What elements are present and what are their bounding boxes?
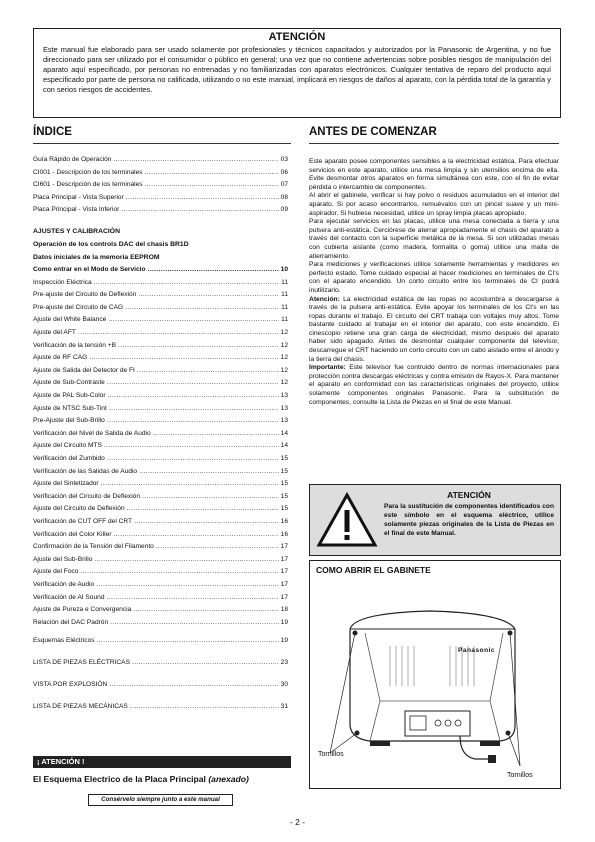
toc-leader bbox=[127, 504, 279, 514]
toc-entry[interactable] bbox=[33, 278, 288, 288]
toc-entry[interactable] bbox=[33, 479, 288, 489]
attention-title: ATENCIÓN bbox=[447, 490, 491, 500]
toc-entry-page: 08 bbox=[280, 193, 288, 201]
dac-heading: Operación de los controls DAC del chasis BR1D bbox=[33, 241, 189, 248]
keep-notice: Consérvelo siempre junto a este manual bbox=[88, 794, 233, 806]
toc-entry[interactable] bbox=[33, 404, 288, 414]
toc-entry-page: 11 bbox=[281, 316, 288, 324]
toc-entry[interactable] bbox=[33, 366, 288, 376]
toc-leader bbox=[142, 492, 279, 502]
toc-leader bbox=[125, 303, 279, 313]
brand-label: Panasonic bbox=[458, 647, 496, 654]
toc-entry[interactable] bbox=[33, 467, 288, 477]
intro-heading: ANTES DE COMENZAR bbox=[309, 126, 437, 138]
toc-entry-page: 07 bbox=[280, 181, 288, 188]
toc-entry[interactable] bbox=[33, 180, 288, 190]
toc-entry-title: Ajuste del Circuito MTS bbox=[33, 442, 102, 450]
toc-leader bbox=[108, 391, 279, 401]
toc-entry[interactable] bbox=[33, 429, 288, 439]
toc-entry-page: 06 bbox=[280, 168, 288, 176]
toc-entry-page: 13 bbox=[280, 404, 288, 412]
toc-entry-title: Pre-ajuste del Circuito de Deflexión bbox=[33, 291, 137, 299]
toc-entry-page: 11 bbox=[281, 278, 288, 286]
toc-entry-title: Relación del DAC Padrón bbox=[33, 618, 109, 626]
toc-entry[interactable] bbox=[33, 378, 288, 388]
index-heading: ÍNDICE bbox=[33, 126, 72, 138]
toc-entry-page: 17 bbox=[280, 581, 288, 588]
toc-entry[interactable] bbox=[33, 492, 288, 502]
toc-entry-page: 12 bbox=[280, 329, 288, 336]
toc-leader bbox=[94, 278, 280, 288]
toc-entry-title: Ajuste del Foco bbox=[33, 568, 79, 576]
toc-leader bbox=[139, 467, 279, 477]
toc-entry-title: Ajuste de Pureza e Convergencia bbox=[33, 606, 132, 614]
toc-entry-title: Verificación del Zumbido bbox=[33, 455, 105, 462]
toc-entry[interactable] bbox=[33, 702, 288, 712]
intro-text bbox=[309, 158, 559, 407]
toc-entry[interactable] bbox=[33, 155, 288, 165]
toc-entry-title: Ajuste del White Balance bbox=[33, 316, 107, 324]
toc-entry-title: CI601 - Descripción de los terminales bbox=[33, 181, 143, 188]
toc-leader bbox=[113, 155, 278, 165]
warning-box bbox=[33, 28, 561, 118]
toc-entry-title: Ajuste de PAL Sub-Color bbox=[33, 392, 106, 399]
toc-leader bbox=[110, 618, 279, 628]
toc-entry-title: Verificación de AI Sound bbox=[33, 593, 105, 601]
toc-entry[interactable] bbox=[33, 680, 288, 690]
toc-entry[interactable] bbox=[33, 567, 288, 577]
toc-entry[interactable] bbox=[33, 416, 288, 426]
toc-entry[interactable] bbox=[33, 593, 288, 603]
toc-entry-title: Ajuste del Sub-Brillo bbox=[33, 555, 93, 563]
toc-entry[interactable] bbox=[33, 328, 288, 338]
intro-paragraph: Para mediciones y verificaciones utilice solamente herramientas y medidores en perfecto estado. Tome cuidado especial al hacer mediciones en terminales de CI's con el aparato encendido. Un corto circuito entre los terminales de CI podrá inutilizarlo. bbox=[309, 261, 559, 294]
toc-leader bbox=[113, 530, 278, 540]
intro-divider bbox=[309, 143, 559, 144]
toc-entry-title: Pre-Ajuste del Sub-Brillo bbox=[33, 417, 105, 425]
toc-entry-page: 12 bbox=[280, 379, 288, 387]
toc-entry[interactable] bbox=[33, 193, 288, 203]
adjust-heading: AJUSTES Y CALIBRACIÓN bbox=[33, 228, 120, 235]
attention-box bbox=[309, 484, 561, 556]
toc-entry-title: Verificación de Audio bbox=[33, 581, 95, 588]
toc-entry-page: 15 bbox=[280, 467, 288, 475]
toc-entry-page: 13 bbox=[280, 392, 288, 399]
schematic-notice-title bbox=[33, 774, 249, 784]
tv-back-illustration bbox=[310, 561, 560, 788]
toc-entry[interactable] bbox=[33, 391, 288, 401]
warning-triangle-icon bbox=[316, 492, 378, 548]
toc-entry-title: Ajuste de NTSC Sub-Tint bbox=[33, 404, 107, 412]
intro-paragraph-body: Este televisor fue contruido dentro de normas internacionales para protección contra descargas eléctricas y contra emisión de Rayos-X. Para mantener el aparato en conformidad con las características originales del proyecto, utilice solamente componentes originales Panasonic. Para la substitución de componentes, consulte la Lista de Piezas en el final de este Manual. bbox=[309, 364, 559, 406]
toc-entry-page: 14 bbox=[280, 442, 288, 450]
toc-leader bbox=[153, 429, 279, 439]
toc-entry[interactable] bbox=[33, 605, 288, 615]
toc-leader bbox=[106, 593, 278, 603]
index-divider bbox=[33, 143, 291, 144]
intro-paragraph bbox=[309, 364, 559, 407]
toc-entry[interactable] bbox=[33, 205, 288, 215]
toc-entry[interactable] bbox=[33, 353, 288, 363]
toc-entry-title: Guía Rápido de Operación bbox=[33, 156, 112, 163]
toc-entry-page: 11 bbox=[281, 303, 288, 311]
intro-paragraph: Este aparato posee componentes sensibles a la electricidad estática. Para efectuar servicios en este aparato, utilice una mesa limpia y sin utensilios encima de ella. Evite desmontar otros aparatos en forma simultánea con este, con el fin de evitar pérdida o intercambio de componentes. bbox=[309, 158, 559, 191]
toc-entry-title: Verificación del Circuito de Deflexión bbox=[33, 492, 141, 500]
toc-entry[interactable] bbox=[33, 517, 288, 527]
toc-entry-page: 15 bbox=[280, 455, 288, 462]
screws-label-right: Tornillos bbox=[507, 772, 533, 779]
toc-entry-title: Esquemas Eléctricos bbox=[33, 637, 95, 644]
toc-entry[interactable] bbox=[33, 290, 288, 300]
toc-entry-page: 19 bbox=[280, 637, 288, 644]
screws-label-left: Tornillos bbox=[318, 751, 344, 758]
toc-leader bbox=[94, 555, 278, 565]
toc-leader bbox=[134, 517, 279, 527]
toc-leader bbox=[147, 265, 278, 275]
toc-entry-page: 16 bbox=[280, 530, 288, 538]
toc-entry[interactable] bbox=[33, 168, 288, 178]
warning-text: Este manual fue elaborado para ser usado solamente por profesionales y técnicos capacitados y autorizados por la Panasonic de Argentina, y no fue direccionado para ser utilizado por el consumidor o público en general; una vez que no contiene advertencias sobre posibles riesgos de manipulación del aparato aquí especificado, por personas no entrenadas y no familiarizadas con aparatos electrónicos. Cualquier tentativa de reparo del producto aquí especificado por parte de persona no calificada, utilizando o no este manual, implicará en riesgos de daños al aparato, con la pérdida total de la garantía y con serios riesgos de accidentes. bbox=[43, 45, 551, 94]
toc-entry-page: 10 bbox=[280, 266, 288, 273]
notice-bar: ¡ ATENCIÓN ! bbox=[33, 756, 291, 768]
toc-entry-page: 03 bbox=[280, 156, 288, 163]
toc-entry-page: 17 bbox=[280, 593, 288, 601]
attention-label: Atención: bbox=[309, 295, 340, 303]
toc-entry-title: Verificación de la tensión +B bbox=[33, 341, 117, 349]
schematic-notice-text: El Esquema Electrico de la Placa Principal bbox=[33, 774, 206, 784]
toc-entry-page: 31 bbox=[280, 703, 288, 710]
toc-leader bbox=[145, 168, 279, 178]
cabinet-box bbox=[309, 560, 561, 789]
toc-entry[interactable] bbox=[33, 341, 288, 351]
cabinet-title: COMO ABRIR EL GABINETE bbox=[316, 565, 431, 575]
schematic-notice-suffix: (anexado) bbox=[208, 774, 249, 784]
toc-leader bbox=[107, 378, 279, 388]
toc-entry[interactable] bbox=[33, 618, 288, 628]
toc-entry-page: 30 bbox=[280, 681, 288, 688]
toc-leader bbox=[137, 366, 279, 376]
toc-leader bbox=[109, 404, 279, 414]
toc-entry[interactable] bbox=[33, 555, 288, 565]
toc-leader bbox=[133, 605, 278, 615]
toc-entry-title: VISTA POR EXPLOSIÓN bbox=[33, 681, 108, 688]
toc-entry-title: LISTA DE PIEZAS MECÁNICAS bbox=[33, 703, 128, 710]
toc-entry-page: 16 bbox=[280, 518, 288, 525]
important-label: Importante: bbox=[309, 364, 346, 372]
toc-entry[interactable] bbox=[33, 441, 288, 451]
page-number: - 2 - bbox=[289, 817, 306, 827]
attention-text: Para la sustitución de componentes identificados con este símbolo en el esquema eléctrico, utilice solamente piezas originales de la Lista de Piezas en el final de este Manual. bbox=[384, 503, 554, 537]
toc-entry-title: LISTA DE PIEZAS ELÉCTRICAS bbox=[33, 659, 130, 666]
eeprom-heading: Datos iniciales de la memoria EEPROM bbox=[33, 254, 160, 261]
toc-entry-page: 17 bbox=[280, 543, 288, 551]
toc-entry[interactable] bbox=[33, 542, 288, 552]
toc-entry-title: Ajuste del AFT bbox=[33, 329, 76, 336]
toc-leader bbox=[80, 567, 278, 577]
toc-leader bbox=[118, 341, 279, 351]
toc-leader bbox=[126, 193, 279, 203]
toc-leader bbox=[108, 315, 279, 325]
toc-leader bbox=[138, 290, 279, 300]
toc-entry-title: Pre-ajuste del Circuito de CAG bbox=[33, 303, 124, 311]
toc-entry-title: Placa Principal - Vista Inferior bbox=[33, 206, 120, 213]
toc-leader bbox=[78, 328, 279, 338]
toc-entry[interactable] bbox=[33, 504, 288, 514]
toc-entry[interactable] bbox=[33, 658, 288, 668]
toc-leader bbox=[132, 658, 279, 668]
toc-leader bbox=[156, 542, 279, 552]
toc-entry-title: Confirmación de la Tensión del Filamento bbox=[33, 543, 154, 551]
toc-leader bbox=[104, 441, 279, 451]
toc-leader bbox=[121, 205, 278, 215]
toc-leader bbox=[107, 454, 279, 464]
toc-entry-page: 17 bbox=[280, 568, 288, 576]
toc-entry-title: Verificación del Color Killer bbox=[33, 530, 112, 538]
toc-entry-title: Verificación de CUT OFF del CRT bbox=[33, 518, 133, 525]
toc-entry[interactable] bbox=[33, 580, 288, 590]
intro-paragraph bbox=[309, 296, 559, 365]
toc-entry-page: 13 bbox=[280, 417, 288, 425]
toc-entry-title: Ajuste de RF CAG bbox=[33, 354, 88, 362]
toc-entry[interactable] bbox=[33, 315, 288, 325]
toc-entry-title: Ajuste de Sub-Contraste bbox=[33, 379, 105, 387]
toc-entry-title: Ajuste del Circuito de Deflexión bbox=[33, 505, 125, 513]
toc-entry-title: CI001 - Descripción de los terminales bbox=[33, 168, 143, 176]
intro-paragraph-body: La electricidad estática de las ropas no acostumbra a descargarse a través de la pulsera anti-estática. Evite apoyar los terminales de los CI's en las ropas durante el trabajo. El circuito del CRT trabaja con voltajes muy altos. Tome bastante cuidado al trabajar en el interior del aparato, con este encendido. El cinescopio retiene una gran carga de electricidad, mismo después del aparato haber sido apagado. Antes de desmontar cualquier componente del televisor, descarregue el CRT haciendo un corto circuito con un cabo aislado entre el ánodo y la tierra del chasis. bbox=[309, 295, 559, 363]
toc-entry-title: Inspección Eléctrica bbox=[33, 278, 92, 286]
intro-paragraph: Para ejecutar servicios en las placas, utilice una mesa conectada a tierra y una pulsera anti-estática. Cerciórese de aterrar apropiadamente el chasis del aparato a través del contacto con la superficie metálica de la mesa. Si son utilizadas mesas con cubierta aislante (como madera, formalita o goma) utilice una malla de atierramiento. bbox=[309, 218, 559, 260]
toc-entry[interactable] bbox=[33, 303, 288, 313]
toc-leader bbox=[96, 580, 278, 590]
toc-leader bbox=[109, 680, 278, 690]
toc-entry-page: 12 bbox=[280, 341, 288, 349]
toc-entry-title: Verificación de las Salidas de Audio bbox=[33, 467, 138, 475]
toc-entry-page: 15 bbox=[280, 505, 288, 513]
toc-entry-title: Placa Principal - Vista Superior bbox=[33, 193, 124, 201]
toc-entry-page: 12 bbox=[280, 354, 288, 362]
toc-entry-page: 17 bbox=[280, 555, 288, 563]
intro-paragraph: Al abrir el gabinete, verificar si hay polvo o residuos acumulados en el interior del aparato. Si por acaso encontrarlos, remuévalos con un pincel suave y un mini-aspirador. Si hubiese necesidad, utilice un spray limpia placas apropiado. bbox=[309, 192, 559, 217]
toc-entry-page: 23 bbox=[280, 659, 288, 666]
toc-entry-title: Verificación del Nivel de Salida de Audio bbox=[33, 429, 151, 437]
warning-title: ATENCIÓN bbox=[268, 31, 326, 43]
toc-entry-page: 15 bbox=[280, 492, 288, 500]
toc-entry-title: Ajuste de Salida del Detector de FI bbox=[33, 366, 135, 374]
toc-leader bbox=[101, 479, 279, 489]
toc-leader bbox=[107, 416, 279, 426]
toc-leader bbox=[145, 180, 279, 190]
toc-leader bbox=[97, 636, 279, 646]
toc-entry-page: 15 bbox=[280, 480, 288, 488]
toc-entry[interactable] bbox=[33, 265, 288, 275]
toc-leader bbox=[130, 702, 279, 712]
toc-entry-page: 18 bbox=[280, 606, 288, 614]
toc-entry-page: 19 bbox=[280, 618, 288, 626]
toc-entry[interactable] bbox=[33, 636, 288, 646]
toc-entry-title: Como entrar en el Modo de Servicio bbox=[33, 266, 146, 273]
toc-entry-page: 11 bbox=[281, 291, 288, 299]
toc-entry-page: 12 bbox=[280, 366, 288, 374]
toc-entry[interactable] bbox=[33, 454, 288, 464]
toc-entry-page: 09 bbox=[280, 206, 288, 213]
toc-leader bbox=[89, 353, 278, 363]
toc-entry-page: 14 bbox=[280, 429, 288, 437]
toc-entry[interactable] bbox=[33, 530, 288, 540]
toc-entry-title: Ajuste del Sintetizador bbox=[33, 480, 99, 488]
